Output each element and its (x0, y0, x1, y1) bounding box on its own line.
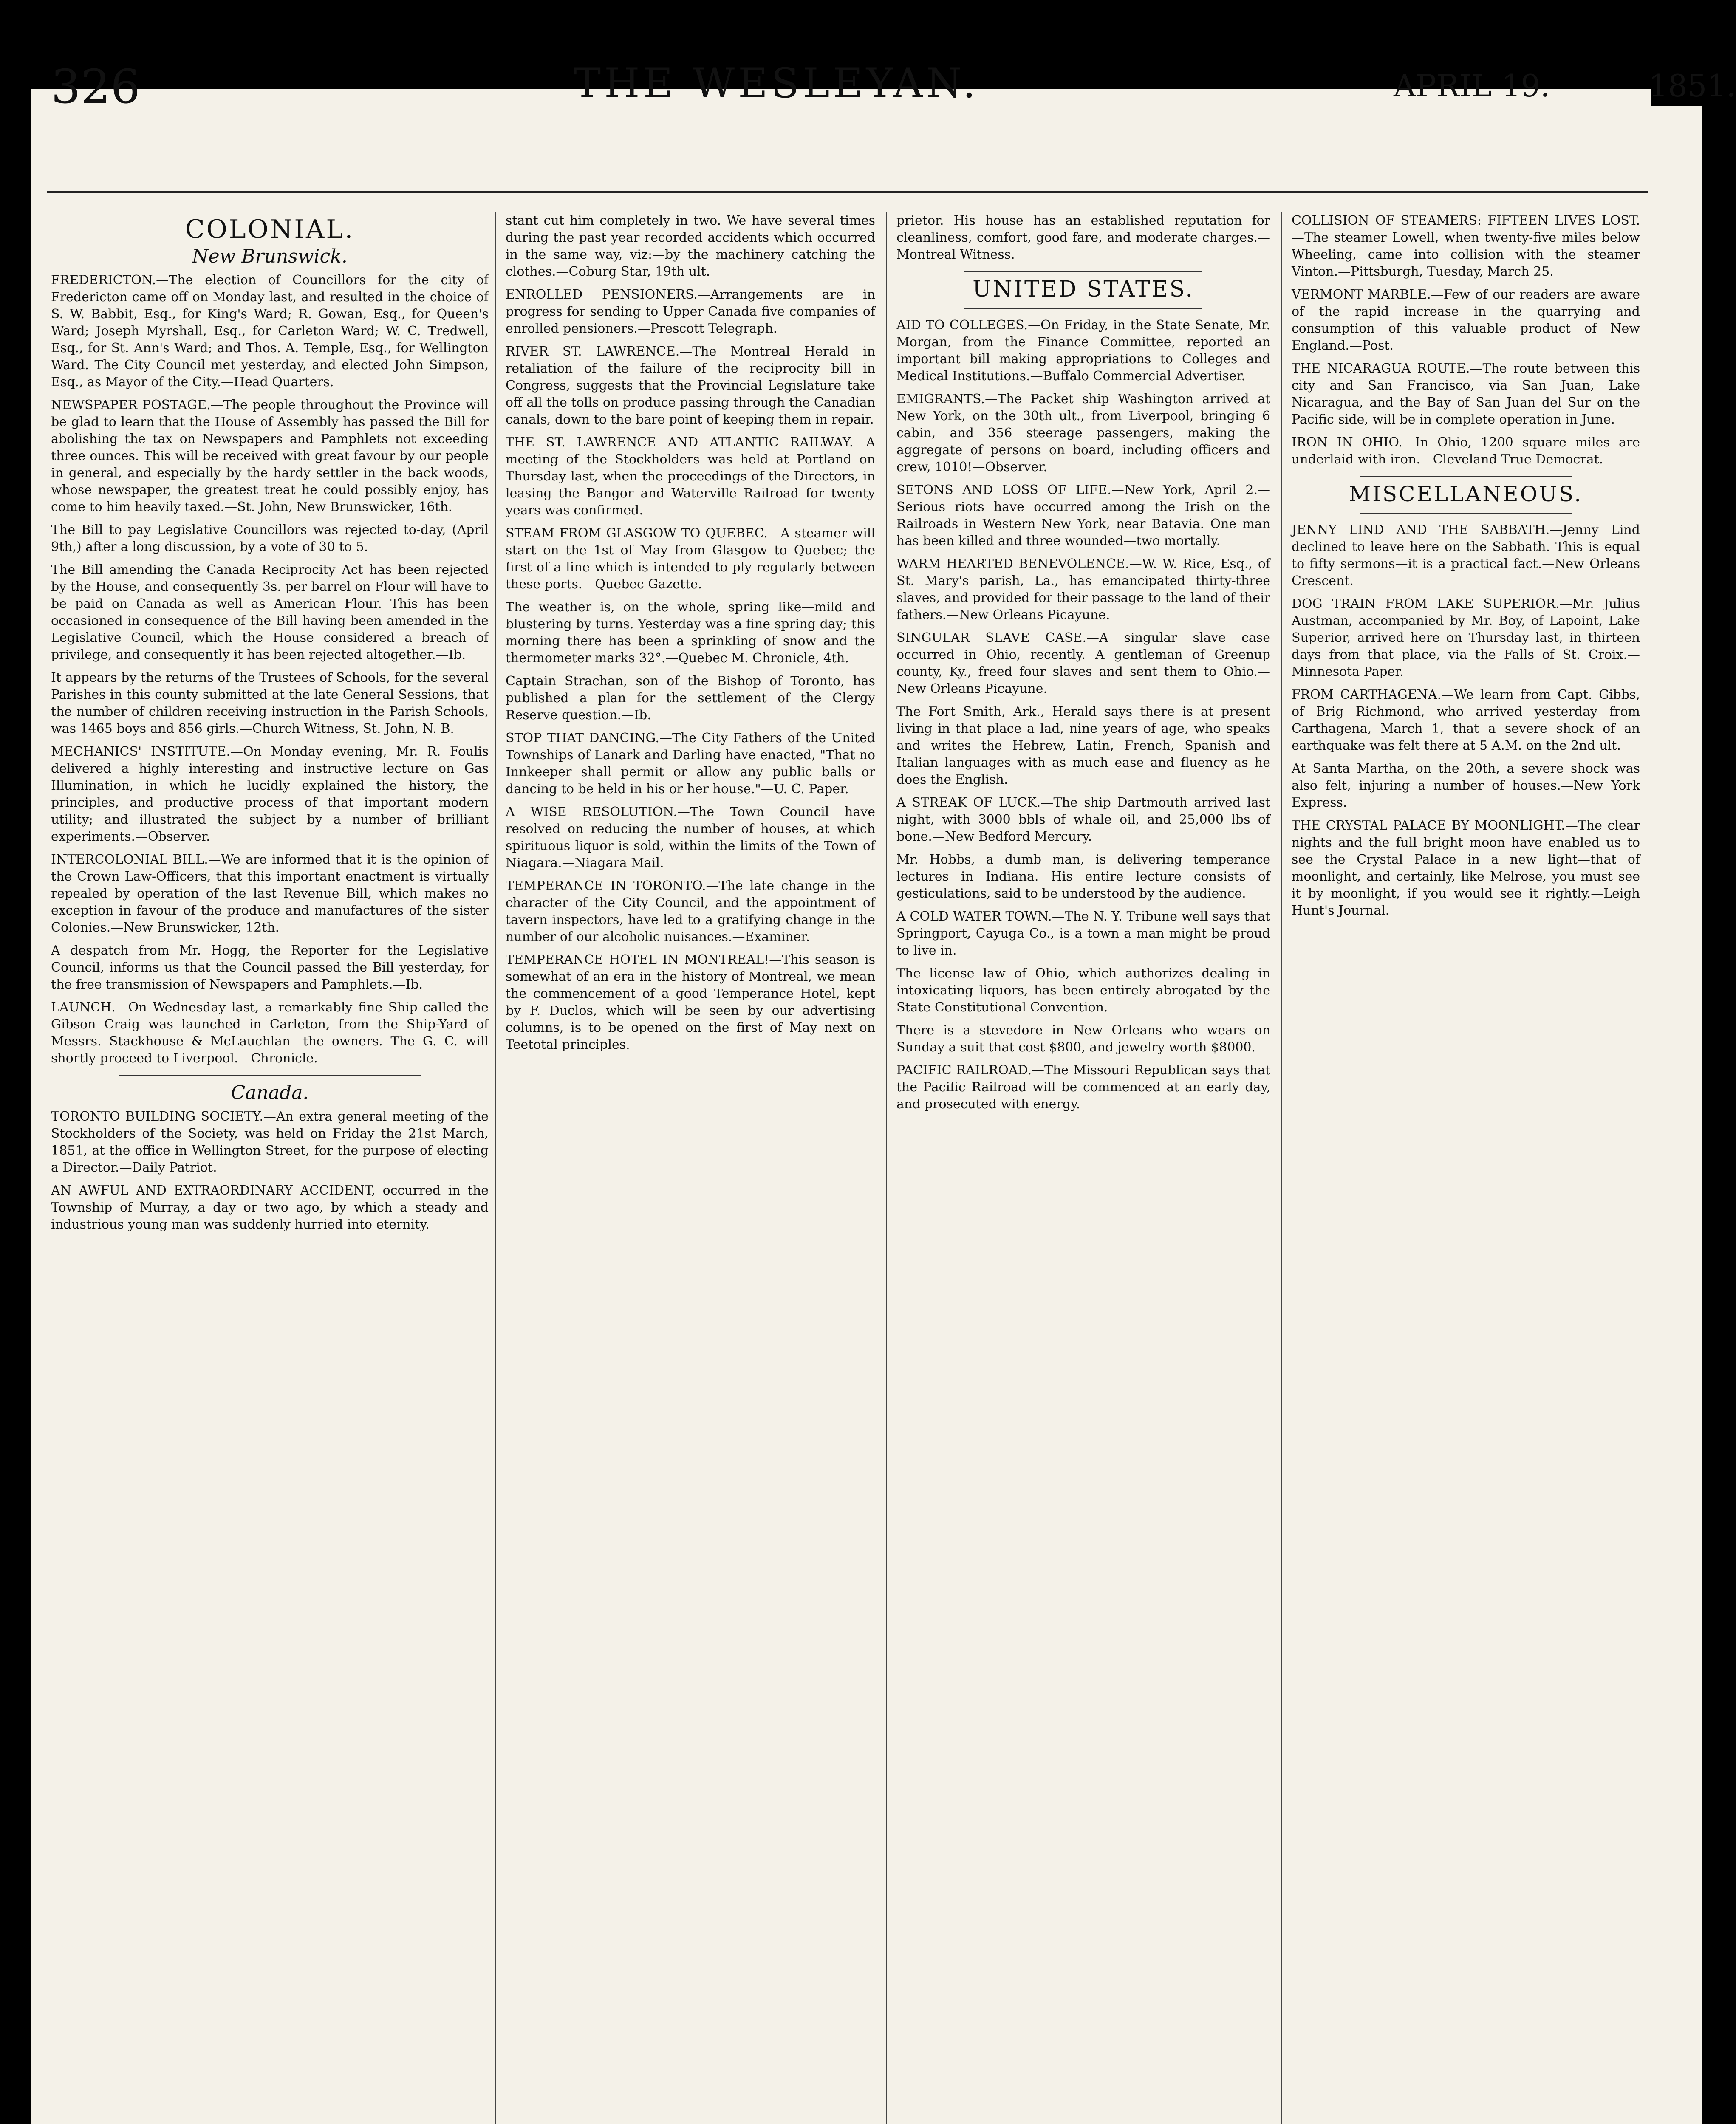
article: THE ST. LAWRENCE AND ATLANTIC RAILWAY.—A meeting of the Stockholders was held at Portland on Thursday last, when the proceedings of the Directors, in leasing the Bangor and Waterville Railroad for twenty years was confirmed. (506, 435, 875, 518)
article: TEMPERANCE HOTEL IN MONTREAL!—This season is somewhat of an era in the history of Montreal, we mean the commencement of a good Temperance Hotel, kept by F. Duclos, which will be seen by our advertising columns, is to be opened on the first of May next on Teetotal principles. (506, 952, 875, 1052)
adjacent-page-year: 1851. (1648, 68, 1736, 104)
article: A COLD WATER TOWN.—The N. Y. Tribune well says that Springport, Cayuga Co., is a town a man might be proud to live in. (896, 909, 1270, 958)
article: The license law of Ohio, which authorizes dealing in intoxicating liquors, has been entirely abrogated by the State Constitutional Convention. (896, 966, 1270, 1015)
article: DOG TRAIN FROM LAKE SUPERIOR.—Mr. Julius Austman, accompanied by Mr. Boy, of Lapoint, Lake Superior, arrived here on Thursday last, in thirteen days from that place, via the Falls of St. Croix.—Minnesota Paper. (1292, 596, 1640, 679)
adjacent-page-edge (1651, 106, 1702, 2124)
article: SETONS AND LOSS OF LIFE.—New York, April 2.—Serious riots have occurred among the Irish on the Railroads in Western New York, near Batavia. One man has been killed and three wounded—two mortally. (896, 483, 1270, 548)
page-number: 326 (51, 59, 140, 114)
article: ENROLLED PENSIONERS.—Arrangements are in progress for sending to Upper Canada five companies of enrolled pensioners.—Prescott Telegraph. (506, 287, 875, 336)
article: COLLISION OF STEAMERS: FIFTEEN LIVES LOST.—The steamer Lowell, when twenty-five miles below Wheeling, came into collision with the steamer Vinton.—Pittsburgh, Tuesday, March 25. (1292, 213, 1640, 279)
divider (964, 308, 1202, 309)
article: FREDERICTON.—The election of Councillors for the city of Fredericton came off on Monday last, and resulted in the choice of S. W. Babbit, Esq., for King's Ward; R. Gowan, Esq., for Queen's Ward; Joseph Myrshall, Esq., for Carleton Ward; W. C. Tredwell, Esq., for St. Ann's Ward; and Thos. A. Temple, Esq., for Wellington Ward. The City Council met yesterday, and elected John Simpson, Esq., as Mayor of the City.—Head Quarters. (51, 273, 489, 390)
article: VERMONT MARBLE.—Few of our readers are aware of the rapid increase in the quarrying and consumption of this valuable product of New England.—Post. (1292, 287, 1640, 353)
column-divider (886, 212, 887, 2124)
article: INTERCOLONIAL BILL.—We are informed that it is the opinion of the Crown Law-Officers, that this important enactment is virtually repealed by operation of the last Revenue Bill, which makes no exception in favour of the produce and manufactures of the sister Colonies.—New Brunswicker, 12th. (51, 852, 489, 935)
article: JENNY LIND AND THE SABBATH.—Jenny Lind declined to leave here on the Sabbath. This is equal to fifty sermons—it is a practical fact.—New Orleans Crescent. (1292, 523, 1640, 588)
article: RIVER ST. LAWRENCE.—The Montreal Herald in retaliation of the failure of the reciprocity bill in Congress, suggests that the Provincial Legislature take off all the tolls on produce passing through the Canadian canals, down to the bare point of keeping them in repair. (506, 344, 875, 427)
article: TEMPERANCE IN TORONTO.—The late change in the character of the City Council, and the appointment of tavern inspectors, have led to a gratifying change in the number of our alcoholic nuisances.—Examiner. (506, 878, 875, 944)
divider (1360, 476, 1572, 477)
article: There is a stevedore in New Orleans who wears on Sunday a suit that cost $800, and jewelry worth $8000. (896, 1023, 1270, 1055)
divider (1360, 513, 1572, 514)
column-united-states (896, 212, 1270, 1119)
column-divider (1281, 212, 1282, 2124)
article: Captain Strachan, son of the Bishop of Toronto, has published a plan for the settlement of the Clergy Reserve question.—Ib. (506, 674, 875, 723)
divider (964, 271, 1202, 272)
column-two (506, 212, 875, 1059)
article: LAUNCH.—On Wednesday last, a remarkably fine Ship called the Gibson Craig was launched in Carleton, from the Ship-Yard of Messrs. Stackhouse & McLauchlan—the owners. The G. C. will shortly proceed to Liverpool.—Chronicle. (51, 1000, 489, 1066)
header-rule (47, 191, 1648, 193)
article: FROM CARTHAGENA.—We learn from Capt. Gibbs, of Brig Richmond, who arrived yesterday from Carthagena, March 1, that a severe shock of an earthquake was felt there at 5 A.M. on the 2nd ult. (1292, 687, 1640, 753)
article: AID TO COLLEGES.—On Friday, in the State Senate, Mr. Morgan, from the Finance Committee, reported an important bill making appropriations to Colleges and Medical Institutions.—Buffalo Commercial Advertiser. (896, 318, 1270, 384)
article: MECHANICS' INSTITUTE.—On Monday evening, Mr. R. Foulis delivered a highly interesting and instructive lecture on Gas Illumination, in which he lucidly explained the history, the principles, and productive process of that important modern utility; and illustrated the subject by a number of brilliant experiments.—Observer. (51, 744, 489, 844)
issue-date: APRIL 19. (1394, 68, 1550, 104)
article: TORONTO BUILDING SOCIETY.—An extra general meeting of the Stockholders of the Society, was held on Friday the 21st March, 1851, at the office in Wellington Street, for the purpose of electing a Director.—Daily Patriot. (51, 1109, 489, 1175)
masthead: THE WESLEYAN. (574, 59, 979, 107)
article: NEWSPAPER POSTAGE.—The people throughout the Province will be glad to learn that the House of Assembly has passed the Bill for abolishing the tax on Newspapers and Pamphlets not exceeding three ounces. This will be received with great favour by our people in general, and especially by the hardy settler in the back woods, whose newspaper, the greatest treat he could possibly enjoy, has come to him heavily taxed.—St. John, New Brunswicker, 16th. (51, 398, 489, 514)
article: PACIFIC RAILROAD.—The Missouri Republican says that the Pacific Railroad will be commenced at an early day, and prosecuted with energy. (896, 1063, 1270, 1112)
column-colonial (51, 212, 489, 1239)
column-miscellaneous (1292, 212, 1640, 925)
article: THE NICARAGUA ROUTE.—The route between this city and San Francisco, via San Juan, Lake Nicaragua, and the Bay of San Juan del Sur on the Pacific side, will be in complete operation in June. (1292, 361, 1640, 427)
article: WARM HEARTED BENEVOLENCE.—W. W. Rice, Esq., of St. Mary's parish, La., has emancipated thirty-three slaves, and provided for their passage to the land of their fathers.—New Orleans Picayune. (896, 556, 1270, 622)
article: A despatch from Mr. Hogg, the Reporter for the Legislative Council, informs us that the Council passed the Bill yesterday, for the free transmission of Newspapers and Pamphlets.—Ib. (51, 943, 489, 992)
article: THE CRYSTAL PALACE BY MOONLIGHT.—The clear nights and the full bright moon have enabled us to see the Crystal Palace in a new light—that of moonlight, and certainly, like Melrose, you must see it by moonlight, if you would see it rightly.—Leigh Hunt's Journal. (1292, 818, 1640, 918)
article: stant cut him completely in two. We have several times during the past year recorded accidents which occurred in the same way, viz:—by the machinery catching the clothes.—Coburg Star, 19th ult. (506, 213, 875, 279)
article: It appears by the returns of the Trustees of Schools, for the several Parishes in this county submitted at the late General Sessions, that the number of children receiving instruction in the Parish Schools, was 1465 boys and 856 girls.—Church Witness, St. John, N. B. (51, 670, 489, 736)
article: At Santa Martha, on the 20th, a severe shock was also felt, injuring a number of houses.—New York Express. (1292, 761, 1640, 810)
article: Mr. Hobbs, a dumb man, is delivering temperance lectures in Indiana. His entire lecture consists of gesticulations, said to be understood by the audience. (896, 852, 1270, 901)
section-heading: MISCELLANEOUS. (1349, 482, 1583, 506)
subheading: Canada. (231, 1082, 309, 1104)
article: The Fort Smith, Ark., Herald says there is at present living in that place a lad, nine years of age, who speaks and writes the Hebrew, Latin, French, Spanish and Italian languages with as much ease and fluency as he does the English. (896, 704, 1270, 787)
article: prietor. His house has an established reputation for cleanliness, comfort, good fare, and moderate charges.—Montreal Witness. (896, 213, 1270, 262)
article: A WISE RESOLUTION.—The Town Council have resolved on reducing the number of houses, at which spirituous liquor is sold, within the limits of the Town of Niagara.—Niagara Mail. (506, 805, 875, 870)
subheading: New Brunswick. (192, 246, 348, 267)
article: The Bill to pay Legislative Councillors was rejected to-day, (April 9th,) after a long discussion, by a vote of 30 to 5. (51, 523, 489, 554)
section-heading: UNITED STATES. (973, 277, 1194, 302)
article: A STREAK OF LUCK.—The ship Dartmouth arrived last night, with 3000 bbls of whale oil, and 25,000 lbs of bone.—New Bedford Mercury. (896, 795, 1270, 844)
article: AN AWFUL AND EXTRAORDINARY ACCIDENT, occurred in the Township of Murray, a day or two ago, by which a steady and industrious young man was suddenly hurried into eternity. (51, 1183, 489, 1232)
divider (119, 1075, 421, 1076)
article: EMIGRANTS.—The Packet ship Washington arrived at New York, on the 30th ult., from Liverpool, bringing 6 cabin, and 356 steerage passengers, making the aggregate of persons on board, including officers and crew, 1010!—Observer. (896, 392, 1270, 475)
section-heading: COLONIAL. (185, 215, 355, 244)
article: STOP THAT DANCING.—The City Fathers of the United Townships of Lanark and Darling have enacted, "That no Innkeeper shall permit or allow any public balls or dancing to be held in his or her house."—U. C. Paper. (506, 731, 875, 796)
column-divider (495, 212, 496, 2124)
article: The Bill amending the Canada Reciprocity Act has been rejected by the House, and consequently 3s. per barrel on Flour will have to be paid on Canada as well as American Flour. This has been occasioned in consequence of the Bill having been amended in the Legislative Council, which the House considered a breach of privilege, and consequently it has been rejected altogether.—Ib. (51, 562, 489, 662)
article: The weather is, on the whole, spring like—mild and blustering by turns. Yesterday was a fine spring day; this morning there has been a sprinkling of snow and the thermometer marks 32°.—Quebec M. Chronicle, 4th. (506, 600, 875, 666)
article: STEAM FROM GLASGOW TO QUEBEC.—A steamer will start on the 1st of May from Glasgow to Quebec; the first of a line which is intended to ply regularly between these ports.—Quebec Gazette. (506, 526, 875, 592)
article: SINGULAR SLAVE CASE.—A singular slave case occurred in Ohio, recently. A gentleman of Greenup county, Ky., freed four slaves and sent them to Ohio.—New Orleans Picayune. (896, 630, 1270, 696)
article: IRON IN OHIO.—In Ohio, 1200 square miles are underlaid with iron.—Cleveland True Democrat. (1292, 435, 1640, 467)
